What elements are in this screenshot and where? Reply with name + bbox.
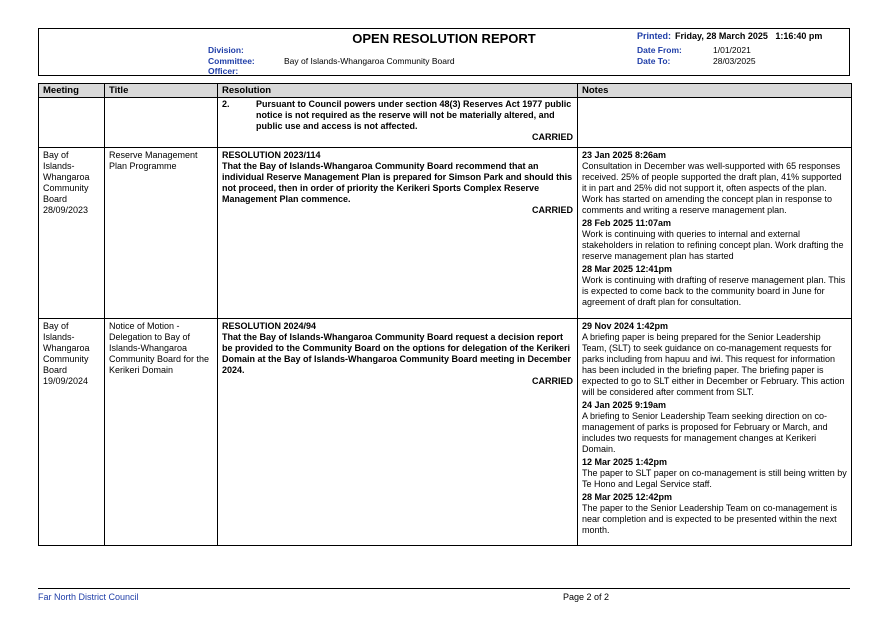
note-entry xyxy=(582,264,847,308)
printed-value: Friday, 28 March 2025 1:16:40 pm xyxy=(675,31,823,41)
committee-label: Committee: xyxy=(208,56,255,66)
report-title: OPEN RESOLUTION REPORT xyxy=(352,31,536,46)
note-entry xyxy=(582,321,847,398)
table-header-row xyxy=(39,84,852,98)
note-text: A briefing to Senior Leadership Team seeking direction on co-management of parks is proposed for February or March, and includes two requests for management changes at Kerikeri Domain. xyxy=(582,411,828,454)
resolution-cell xyxy=(218,319,578,546)
item-number: 2. xyxy=(222,99,230,109)
title-cell xyxy=(105,98,218,148)
note-date: 28 Mar 2025 12:41pm xyxy=(582,264,673,274)
note-text: The paper to SLT paper on co-management is still being written by Te Hono and Legal Service staff. xyxy=(582,468,847,489)
note-entry xyxy=(582,150,847,216)
meeting-line: Community xyxy=(43,354,89,364)
notes-cell xyxy=(578,319,852,546)
note-date: 28 Mar 2025 12:42pm xyxy=(582,492,673,502)
resolution-heading: RESOLUTION 2023/114 xyxy=(222,150,321,160)
status-carried: CARRIED xyxy=(531,132,573,142)
meeting-line: Community xyxy=(43,183,89,193)
note-entry xyxy=(582,400,847,455)
table-row xyxy=(39,148,852,319)
meeting-date: 28/09/2023 xyxy=(43,205,89,215)
division-label: Division: xyxy=(208,45,244,55)
notes-cell xyxy=(578,98,852,148)
meeting-cell xyxy=(39,319,105,546)
date-to-value: 28/03/2025 xyxy=(713,56,756,66)
meeting-cell xyxy=(39,148,105,319)
column-header-title: Title xyxy=(105,84,218,98)
title-cell: Reserve Management Plan Programme xyxy=(105,148,218,319)
printed-label: Printed: xyxy=(637,31,672,41)
note-entry xyxy=(582,492,847,536)
column-header-resolution: Resolution xyxy=(218,84,578,98)
footer-divider xyxy=(38,588,850,589)
table-row-continuation xyxy=(39,98,852,148)
date-from-label: Date From: xyxy=(637,45,682,55)
committee-value: Bay of Islands-Whangaroa Community Board xyxy=(284,56,455,66)
title-cell: Notice of Motion - Delegation to Bay of Islands-Whangaroa Community Board for the Kerikeri Domain xyxy=(105,319,218,546)
note-entry xyxy=(582,218,847,262)
column-header-notes: Notes xyxy=(578,84,852,98)
resolution-text: That the Bay of Islands-Whangaroa Community Board request a decision report be provided to the Community Board on the options for delegation of the Kerikeri Domain at the Bay of Islands-Whangaroa Community Board meeting in December 2024. xyxy=(222,332,572,375)
report-header xyxy=(38,28,850,76)
note-date: 23 Jan 2025 8:26am xyxy=(582,150,667,160)
resolution-cell xyxy=(218,98,578,148)
note-date: 24 Jan 2025 9:19am xyxy=(582,400,667,410)
resolution-heading: RESOLUTION 2024/94 xyxy=(222,321,317,331)
resolution-text: That the Bay of Islands-Whangaroa Community Board recommend that an individual Reserve Management Plan is prepared for Simson Park and should this not proceed, then in order of priority the Kerikeri Sports Complex Reserve Management Plan commence. xyxy=(222,161,573,204)
note-text: Consultation in December was well-supported with 65 responses received. 25% of people supported the draft plan, 41% supported it in part and 25% did not support it, often aspects of the plan. Work has started on amending the concept plan in response to comments and writing a reserve management plan. xyxy=(582,161,842,215)
officer-label: Officer: xyxy=(208,66,239,76)
meeting-line: Islands- xyxy=(43,332,75,342)
meeting-line: Board xyxy=(43,194,68,204)
note-date: 29 Nov 2024 1:42pm xyxy=(582,321,669,331)
footer-organisation: Far North District Council xyxy=(38,592,139,602)
column-header-meeting: Meeting xyxy=(39,84,105,98)
table-row xyxy=(39,319,852,546)
resolution-item xyxy=(222,99,573,132)
meeting-line: Whangaroa xyxy=(43,343,90,353)
date-to-label: Date To: xyxy=(637,56,671,66)
status-carried: CARRIED xyxy=(531,205,573,215)
date-from-value: 1/01/2021 xyxy=(713,45,751,55)
meeting-line: Whangaroa xyxy=(43,172,90,182)
meeting-line: Islands- xyxy=(43,161,75,171)
note-date: 12 Mar 2025 1:42pm xyxy=(582,457,668,467)
status-carried: CARRIED xyxy=(531,376,573,386)
note-date: 28 Feb 2025 11:07am xyxy=(582,218,672,228)
resolutions-table xyxy=(38,83,852,546)
meeting-date: 19/09/2024 xyxy=(43,376,89,386)
meeting-line: Bay of xyxy=(43,321,69,331)
item-text: Pursuant to Council powers under section 48(3) Reserves Act 1977 public notice is not required as the reserve will not be materially altered, and public use and access is not affected. xyxy=(256,99,572,131)
meeting-line: Bay of xyxy=(43,150,69,160)
note-text: A briefing paper is being prepared for the Senior Leadership Team, (SLT) to seek guidance on co-management requests for parks including from hapuu and iwi. This request for information has been included in the briefing paper. The briefing paper is expected to go to SLT either in December or February. This action will be considered after comment from SLT. xyxy=(582,332,845,397)
note-text: The paper to the Senior Leadership Team on co-management is near completion and is expected to be presented within the next month. xyxy=(582,503,837,535)
note-entry xyxy=(582,457,847,490)
notes-cell xyxy=(578,148,852,319)
resolution-cell xyxy=(218,148,578,319)
meeting-line: Board xyxy=(43,365,68,375)
note-text: Work is continuing with queries to internal and external stakeholders in relation to refining concept plan. Work drafting the reserve management plan has started xyxy=(582,229,844,261)
note-text: Work is continuing with drafting of reserve management plan. This is expected to come back to the community board in June for agreement of draft plan for consultation. xyxy=(582,275,846,307)
footer-page-number: Page 2 of 2 xyxy=(563,592,610,602)
meeting-cell xyxy=(39,98,105,148)
